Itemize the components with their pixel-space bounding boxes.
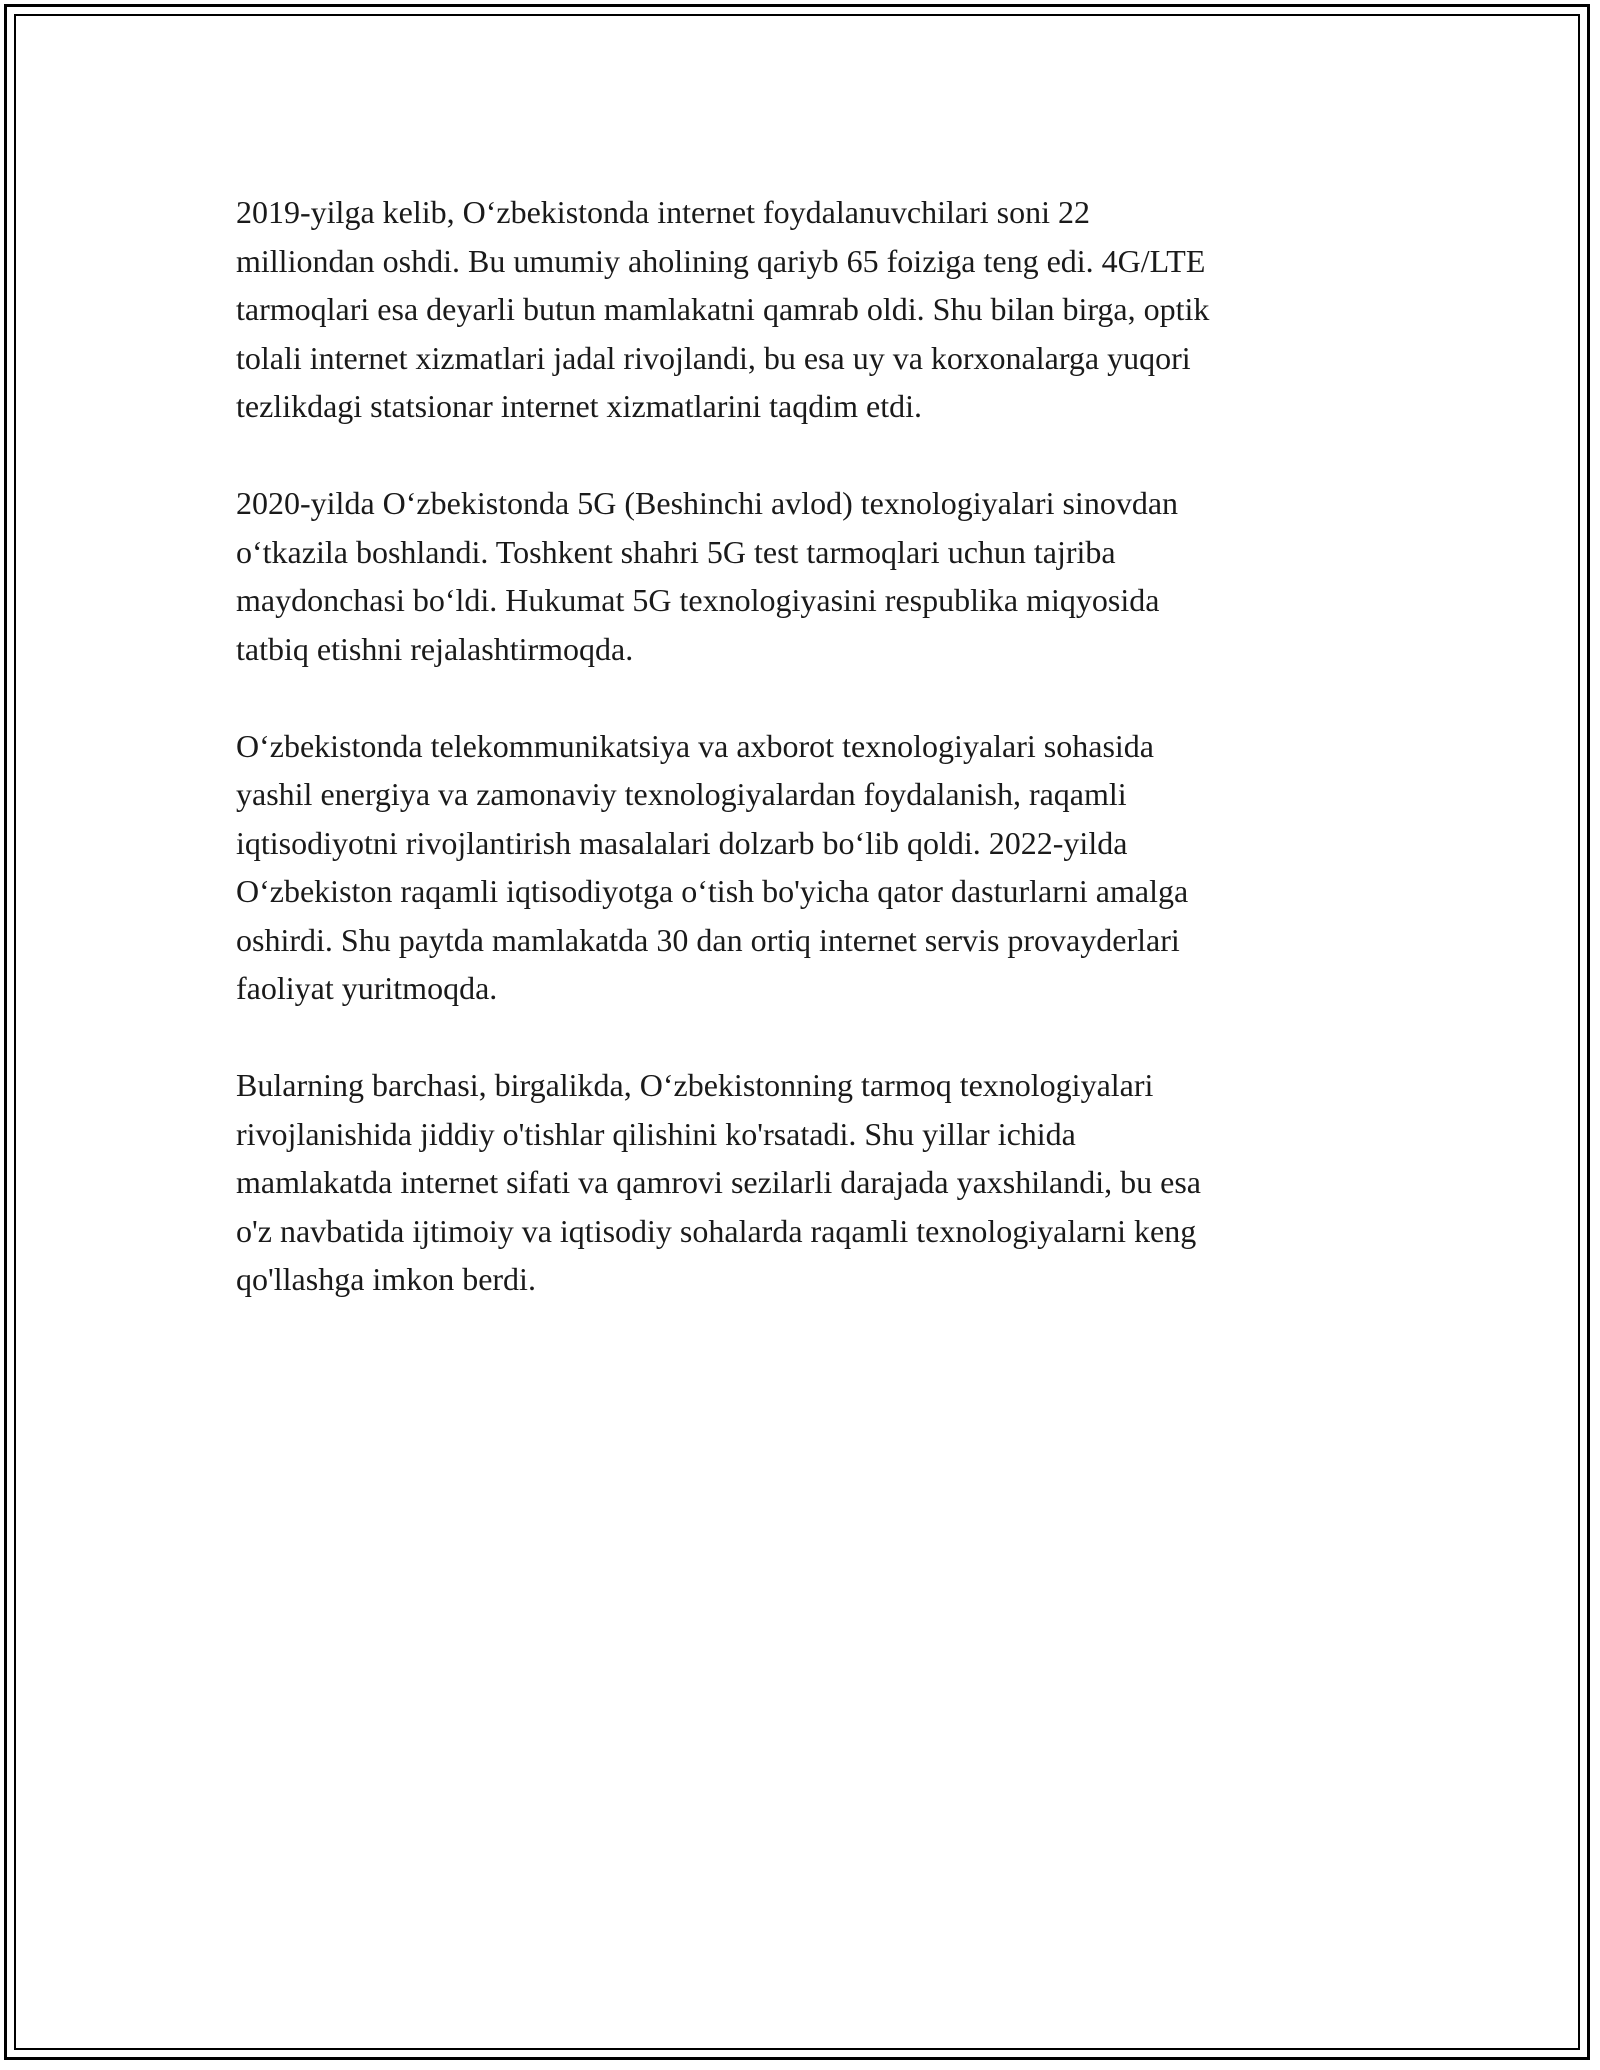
paragraph-3: O‘zbekistonda telekommunikatsiya va axborot texnologiyalari sohasida yashil energiya va zamonaviy texnologiyalardan foydalanish, raqamli iqtisodiyotni rivojlantirish masalalari dolzarb bo‘lib qoldi. 2022-yilda O‘zbekiston raqamli iqtisodiyotga o‘tish bo'yicha qator dasturlarni amalga oshirdi. Shu paytda mamlakatda 30 dan ortiq internet servis provayderlari faoliyat yuritmoqda. bbox=[236, 727, 1189, 1006]
paragraph-2: 2020-yilda O‘zbekistonda 5G (Beshinchi avlod) texnologiyalari sinovdan o‘tkazila boshlandi. Toshkent shahri 5G test tarmoqlari uchun tajriba maydonchasi bo‘ldi. Hukumat 5G texnologiyasini respublika miqyosida tatbiq etishni rejalashtirmoqda. bbox=[236, 485, 1179, 667]
paragraph-1: 2019-yilga kelib, O‘zbekistonda internet foydalanuvchilari soni 22 milliondan oshdi. Bu umumiy aholining qariyb 65 foiziga teng edi. 4G/LTE tarmoqlari esa deyarli butun mamlakatni qamrab oldi. Shu bilan birga, optik tolali internet xizmatlari jadal rivojlandi, bu esa uy va korxonalarga yuqori tezlikdagi statsionar internet xizmatlarini taqdim etdi. bbox=[236, 194, 1210, 424]
document-body bbox=[236, 188, 1366, 1352]
paragraph-4: Bularning barchasi, birgalikda, O‘zbekistonning tarmoq texnologiyalari rivojlanishida jiddiy o'tishlar qilishini ko'rsatadi. Shu yillar ichida mamlakatda internet sifati va qamrovi sezilarli darajada yaxshilandi, bu esa o'z navbatida ijtimoiy va iqtisodiy sohalarda raqamli texnologiyalarni keng qo'llashga imkon berdi. bbox=[236, 1067, 1201, 1297]
